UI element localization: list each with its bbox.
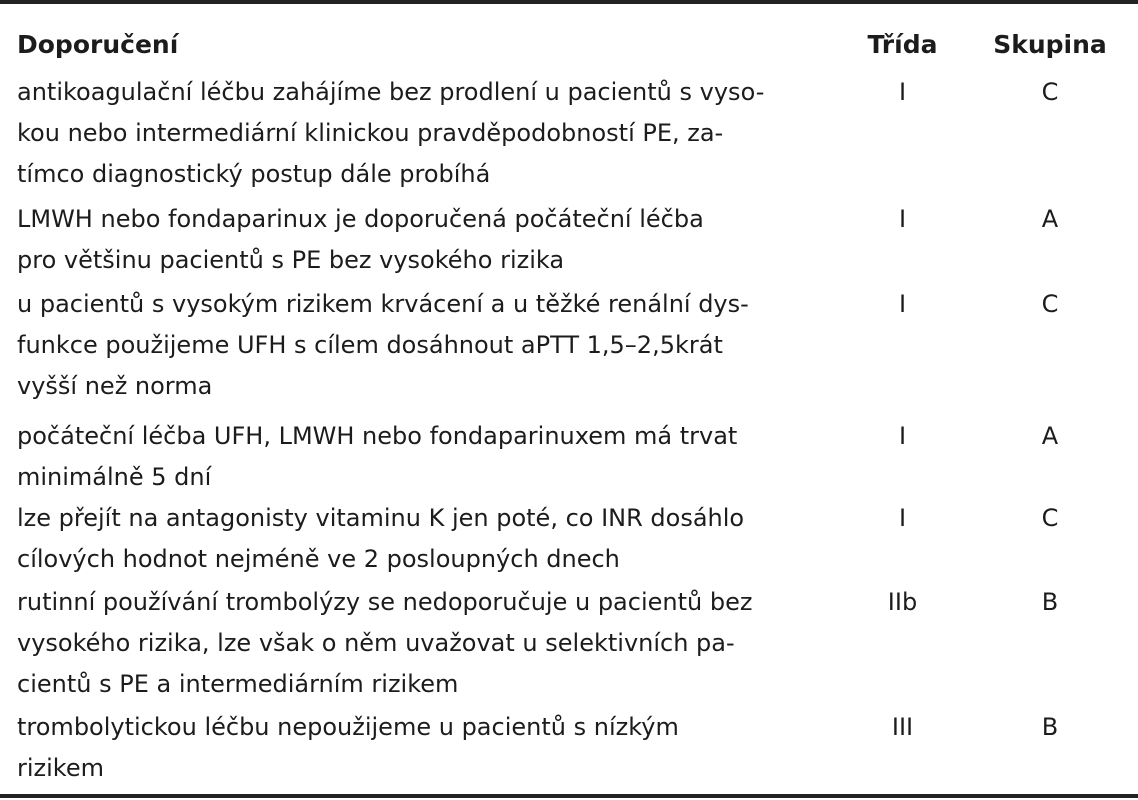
- class-value: I: [898, 205, 907, 233]
- group-value: B: [1041, 713, 1059, 741]
- group-value: C: [1041, 504, 1059, 532]
- bottom-rule: [0, 794, 1138, 798]
- class-value: I: [898, 290, 907, 318]
- header-recommendation: Doporučení: [17, 30, 179, 59]
- group-value: B: [1041, 588, 1059, 616]
- header-class: Třída: [867, 30, 938, 59]
- recommendation-text: lze přejít na antagonisty vitaminu K jen poté, co INR dosáhlo cílových hodnot nejméně ve 2 posloupných dnech: [17, 504, 745, 573]
- class-value: I: [898, 504, 907, 532]
- group-value: C: [1041, 290, 1059, 318]
- group-value: A: [1041, 422, 1059, 450]
- recommendation-text: antikoagulační léčbu zahájíme bez prodlení u pacientů s vyso- kou nebo intermediární klinickou pravděpodobností PE, za- tímco diagnostický postup dále probíhá: [17, 78, 765, 188]
- class-value: I: [898, 422, 907, 450]
- recommendation-text: LMWH nebo fondaparinux je doporučená počáteční léčba pro většinu pacientů s PE bez vysokého rizika: [17, 205, 704, 274]
- header-group: Skupina: [993, 30, 1107, 59]
- recommendation-text: počáteční léčba UFH, LMWH nebo fondaparinuxem má trvat minimálně 5 dní: [17, 422, 738, 491]
- class-value: IIb: [887, 588, 918, 616]
- recommendation-text: trombolytickou léčbu nepoužijeme u pacientů s nízkým rizikem: [17, 713, 679, 782]
- group-value: A: [1041, 205, 1059, 233]
- top-rule: [0, 0, 1138, 4]
- class-value: III: [891, 713, 914, 741]
- class-value: I: [898, 78, 907, 106]
- recommendation-text: rutinní používání trombolýzy se nedoporučuje u pacientů bez vysokého rizika, lze však o něm uvažovat u selektivních pa- cientů s PE a intermediárním rizikem: [17, 588, 753, 698]
- recommendation-text: u pacientů s vysokým rizikem krvácení a u těžké renální dys- funkce použijeme UFH s cílem dosáhnout aPTT 1,5–2,5krát vyšší než norma: [17, 290, 749, 400]
- group-value: C: [1041, 78, 1059, 106]
